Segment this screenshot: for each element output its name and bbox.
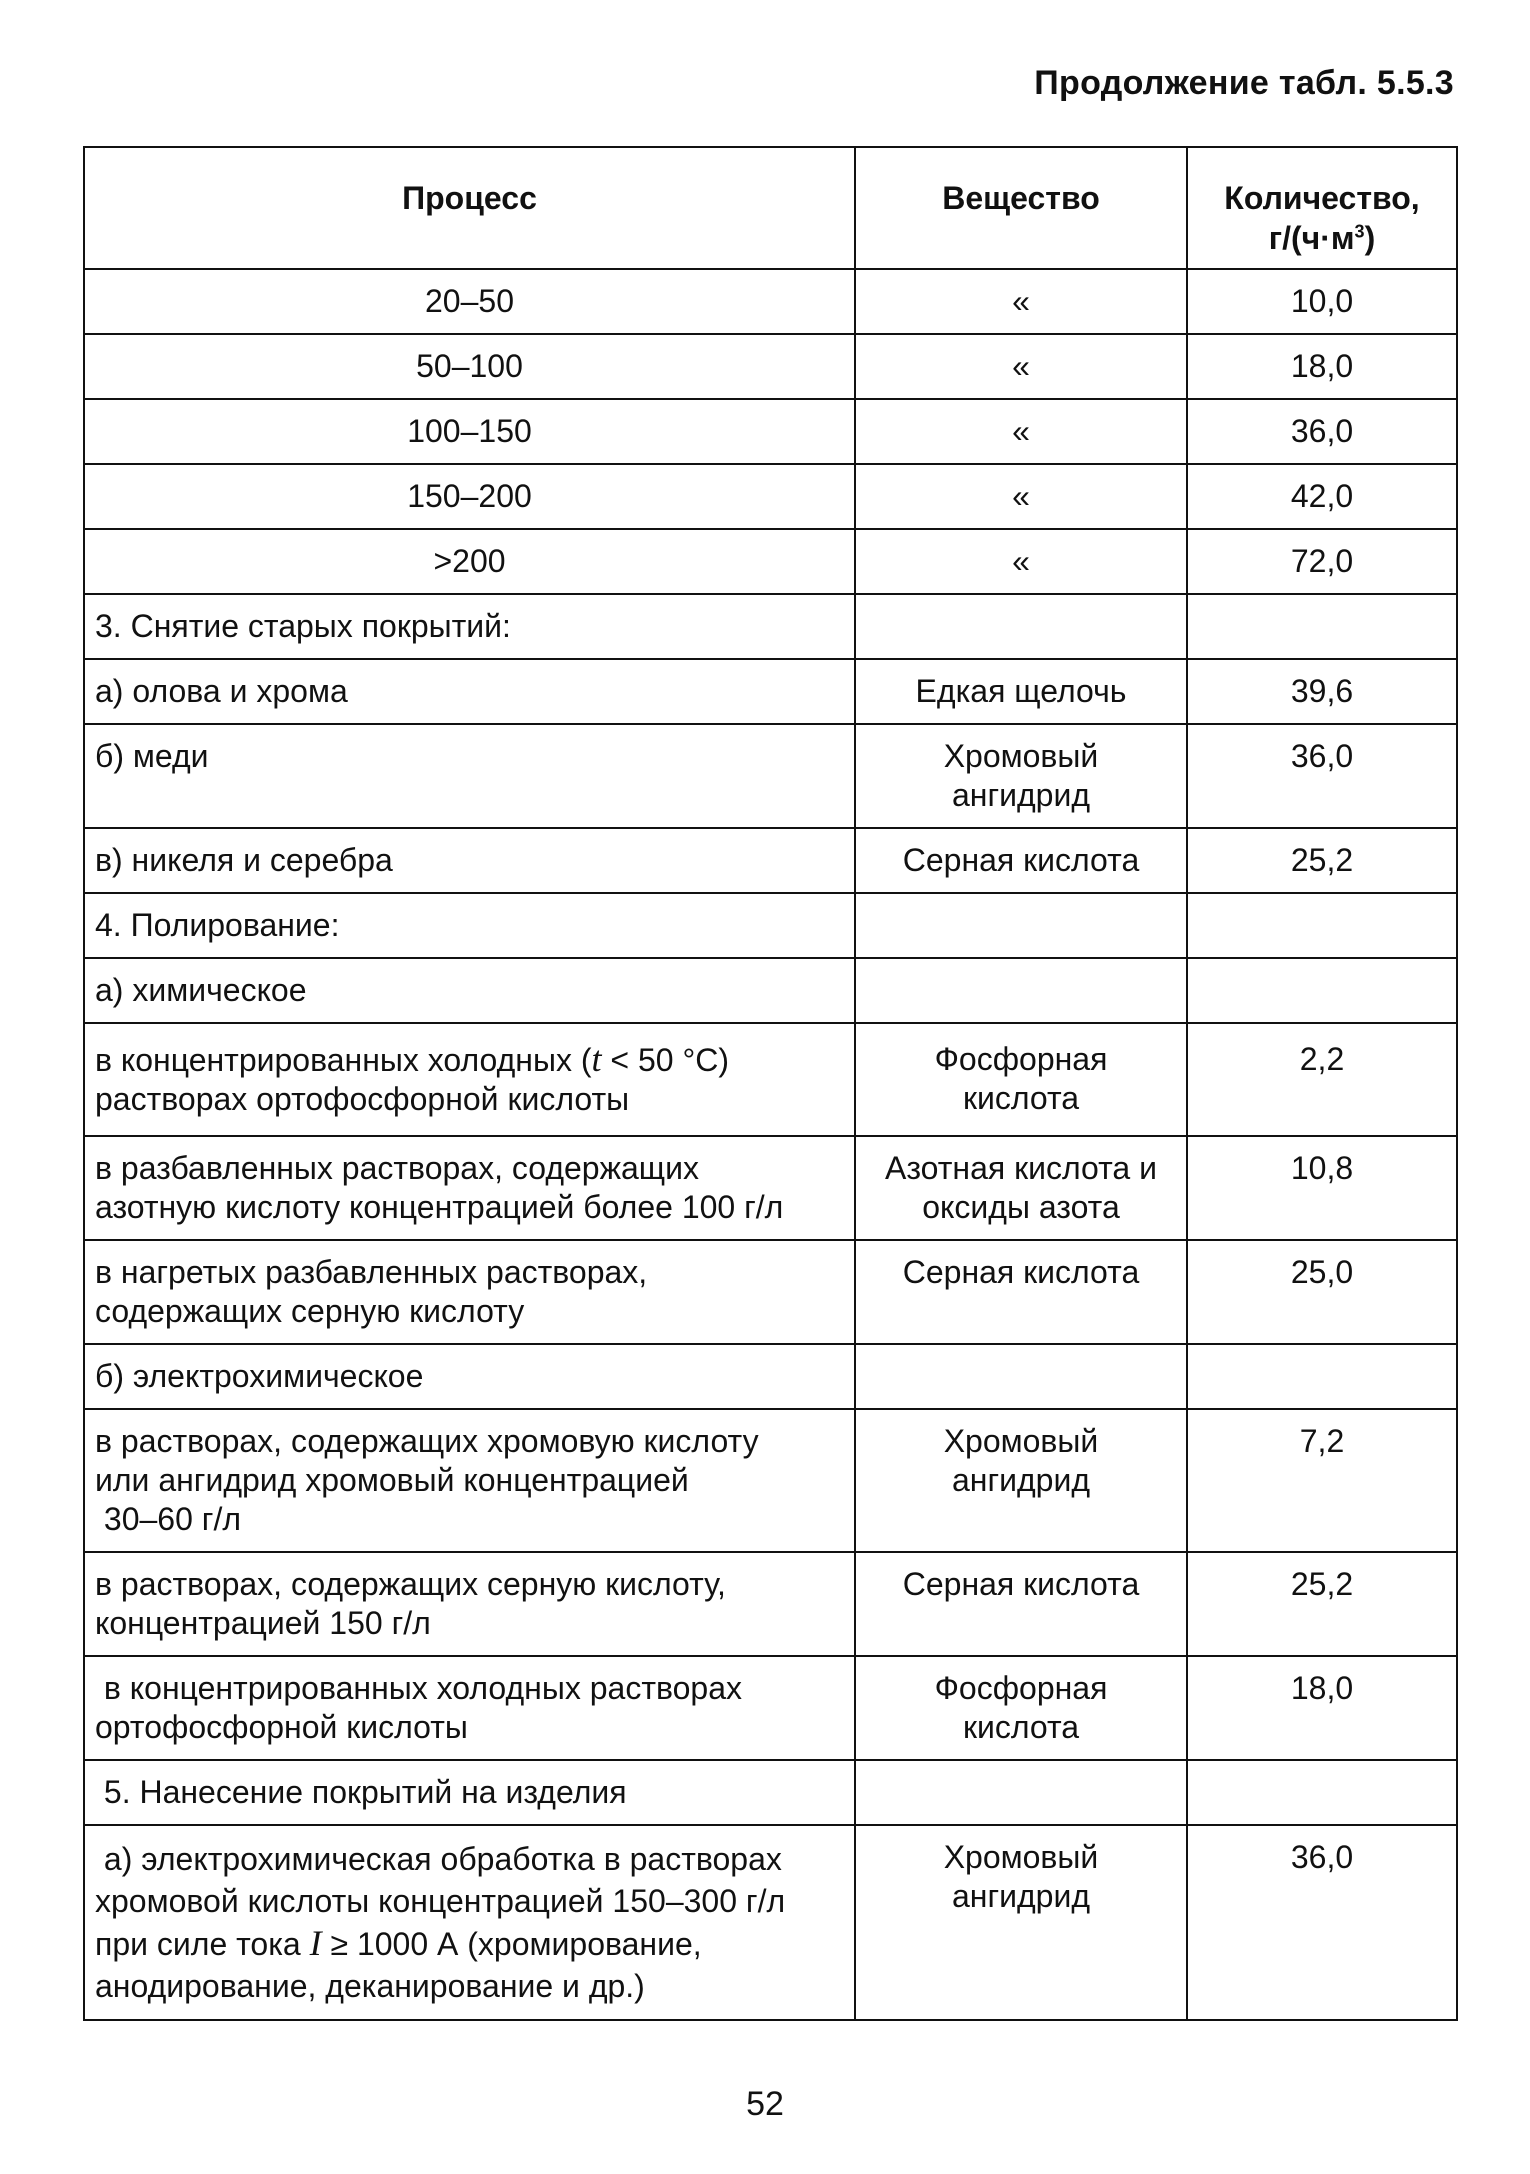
cell-substance xyxy=(855,1409,1187,1552)
table-row xyxy=(84,1552,1457,1656)
header-quantity-sup: 3 xyxy=(1354,221,1365,242)
substance-line: Фосфорная xyxy=(934,1041,1108,1077)
cell-substance xyxy=(855,1023,1187,1136)
cell-quantity: 42,0 xyxy=(1187,464,1457,529)
substance-line: Азотная кислота и xyxy=(885,1150,1157,1186)
cell-substance xyxy=(855,958,1187,1023)
cell-quantity: 2,2 xyxy=(1187,1023,1457,1136)
table-header-row xyxy=(84,147,1457,269)
substance-line: кислота xyxy=(962,1709,1080,1745)
cell-substance xyxy=(855,594,1187,659)
substance-line: Хромовый xyxy=(943,1839,1099,1875)
table-row xyxy=(84,269,1457,334)
cell-substance xyxy=(855,893,1187,958)
process-line: при силе тока xyxy=(95,1926,310,1962)
cell-substance xyxy=(855,1825,1187,2020)
process-line: растворах ортофосфорной кислоты xyxy=(95,1081,630,1117)
cell-quantity: 7,2 xyxy=(1187,1409,1457,1552)
cell-substance: Едкая щелочь xyxy=(855,659,1187,724)
table-row xyxy=(84,1240,1457,1344)
cell-substance: « xyxy=(855,399,1187,464)
header-process: Процесс xyxy=(84,147,855,269)
header-quantity xyxy=(1187,147,1457,269)
cell-substance xyxy=(855,1136,1187,1240)
table-row xyxy=(84,1409,1457,1552)
cell-quantity: 18,0 xyxy=(1187,334,1457,399)
cell-substance: Серная кислота xyxy=(855,1552,1187,1656)
table-caption: Продолжение табл. 5.5.3 xyxy=(1034,64,1454,102)
process-line: в концентрированных холодных ( xyxy=(95,1042,592,1078)
cell-quantity xyxy=(1187,1760,1457,1825)
table-row-section xyxy=(84,594,1457,659)
cell-process: 4. Полирование: xyxy=(84,893,855,958)
table-row-subsection xyxy=(84,1344,1457,1409)
substance-line: кислота xyxy=(962,1080,1080,1116)
cell-process xyxy=(84,1656,855,1760)
cell-quantity: 72,0 xyxy=(1187,529,1457,594)
cell-quantity xyxy=(1187,1344,1457,1409)
header-quantity-line1: Количество, xyxy=(1224,180,1420,216)
process-line: концентрацией 150 г/л xyxy=(95,1605,431,1641)
table-row xyxy=(84,724,1457,828)
process-line: в концентрированных холодных растворах xyxy=(95,1670,743,1706)
cell-substance: Серная кислота xyxy=(855,1240,1187,1344)
cell-process: 50–100 xyxy=(84,334,855,399)
process-line: ортофосфорной кислоты xyxy=(95,1709,468,1745)
cell-substance xyxy=(855,1760,1187,1825)
table-row xyxy=(84,399,1457,464)
process-line: в нагретых разбавленных растворах, xyxy=(95,1254,648,1290)
process-line: хромовой кислоты концентрацией 150–300 г/л xyxy=(95,1883,786,1919)
cell-process xyxy=(84,1023,855,1136)
cell-substance xyxy=(855,1656,1187,1760)
cell-substance: « xyxy=(855,269,1187,334)
cell-quantity: 36,0 xyxy=(1187,399,1457,464)
cell-quantity: 36,0 xyxy=(1187,724,1457,828)
cell-quantity: 39,6 xyxy=(1187,659,1457,724)
process-line: в растворах, содержащих хромовую кислоту xyxy=(95,1423,759,1459)
table-row xyxy=(84,464,1457,529)
temperature-variable: t xyxy=(591,1039,602,1079)
page-number: 52 xyxy=(746,2085,784,2123)
cell-process xyxy=(84,1136,855,1240)
header-substance: Вещество xyxy=(855,147,1187,269)
cell-substance: « xyxy=(855,334,1187,399)
table-row xyxy=(84,659,1457,724)
cell-quantity: 18,0 xyxy=(1187,1656,1457,1760)
table-row xyxy=(84,334,1457,399)
cell-substance: Серная кислота xyxy=(855,828,1187,893)
substance-line: Фосфорная xyxy=(934,1670,1108,1706)
cell-process: б) меди xyxy=(84,724,855,828)
cell-quantity: 25,2 xyxy=(1187,828,1457,893)
cell-process xyxy=(84,1240,855,1344)
cell-quantity: 10,8 xyxy=(1187,1136,1457,1240)
process-line: или ангидрид хромовый концентрацией xyxy=(95,1462,689,1498)
table-row xyxy=(84,1136,1457,1240)
substance-line: Хромовый xyxy=(943,738,1099,774)
cell-process: 3. Снятие старых покрытий: xyxy=(84,594,855,659)
header-quantity-unit-close: ) xyxy=(1364,220,1376,256)
cell-quantity xyxy=(1187,594,1457,659)
process-line: содержащих серную кислоту xyxy=(95,1293,525,1329)
cell-quantity xyxy=(1187,958,1457,1023)
cell-process xyxy=(84,1552,855,1656)
substance-line: оксиды азота xyxy=(922,1189,1120,1225)
substance-line: ангидрид xyxy=(951,777,1091,813)
cell-process: >200 xyxy=(84,529,855,594)
cell-quantity: 25,0 xyxy=(1187,1240,1457,1344)
cell-substance xyxy=(855,1344,1187,1409)
cell-process: 150–200 xyxy=(84,464,855,529)
cell-process xyxy=(84,1825,855,2020)
process-line: 30–60 г/л xyxy=(95,1501,241,1537)
substance-line: ангидрид xyxy=(951,1878,1091,1914)
cell-process: а) олова и хрома xyxy=(84,659,855,724)
cell-process: в) никеля и серебра xyxy=(84,828,855,893)
cell-process: 100–150 xyxy=(84,399,855,464)
table-row-section xyxy=(84,893,1457,958)
table-row xyxy=(84,529,1457,594)
process-line: а) электрохимическая обработка в растворах xyxy=(95,1841,782,1877)
substance-line: ангидрид xyxy=(951,1462,1091,1498)
process-line: в растворах, содержащих серную кислоту, xyxy=(95,1566,726,1602)
substance-line: Хромовый xyxy=(943,1423,1099,1459)
table-row-section xyxy=(84,1760,1457,1825)
table-row xyxy=(84,1825,1457,2020)
cell-substance xyxy=(855,724,1187,828)
cell-process xyxy=(84,1409,855,1552)
cell-quantity: 36,0 xyxy=(1187,1825,1457,2020)
table-row-subsection xyxy=(84,958,1457,1023)
cell-quantity: 10,0 xyxy=(1187,269,1457,334)
process-line: анодирование, деканирование и др.) xyxy=(95,1968,645,2004)
header-quantity-unit: г/(ч·м xyxy=(1268,220,1355,256)
table-row xyxy=(84,828,1457,893)
cell-process: а) химическое xyxy=(84,958,855,1023)
process-line: в разбавленных растворах, содержащих xyxy=(95,1150,699,1186)
current-variable: I xyxy=(309,1923,322,1963)
cell-process: 20–50 xyxy=(84,269,855,334)
cell-quantity: 25,2 xyxy=(1187,1552,1457,1656)
cell-substance: « xyxy=(855,464,1187,529)
cell-substance: « xyxy=(855,529,1187,594)
process-line: < 50 °C) xyxy=(601,1042,730,1078)
cell-process: 5. Нанесение покрытий на изделия xyxy=(84,1760,855,1825)
emissions-table xyxy=(83,146,1458,2021)
table-row xyxy=(84,1656,1457,1760)
table-row xyxy=(84,1023,1457,1136)
cell-quantity xyxy=(1187,893,1457,958)
cell-process: б) электрохимическое xyxy=(84,1344,855,1409)
process-line: ≥ 1000 А (хромирование, xyxy=(321,1926,702,1962)
process-line: азотную кислоту концентрацией более 100 г/л xyxy=(95,1189,784,1225)
